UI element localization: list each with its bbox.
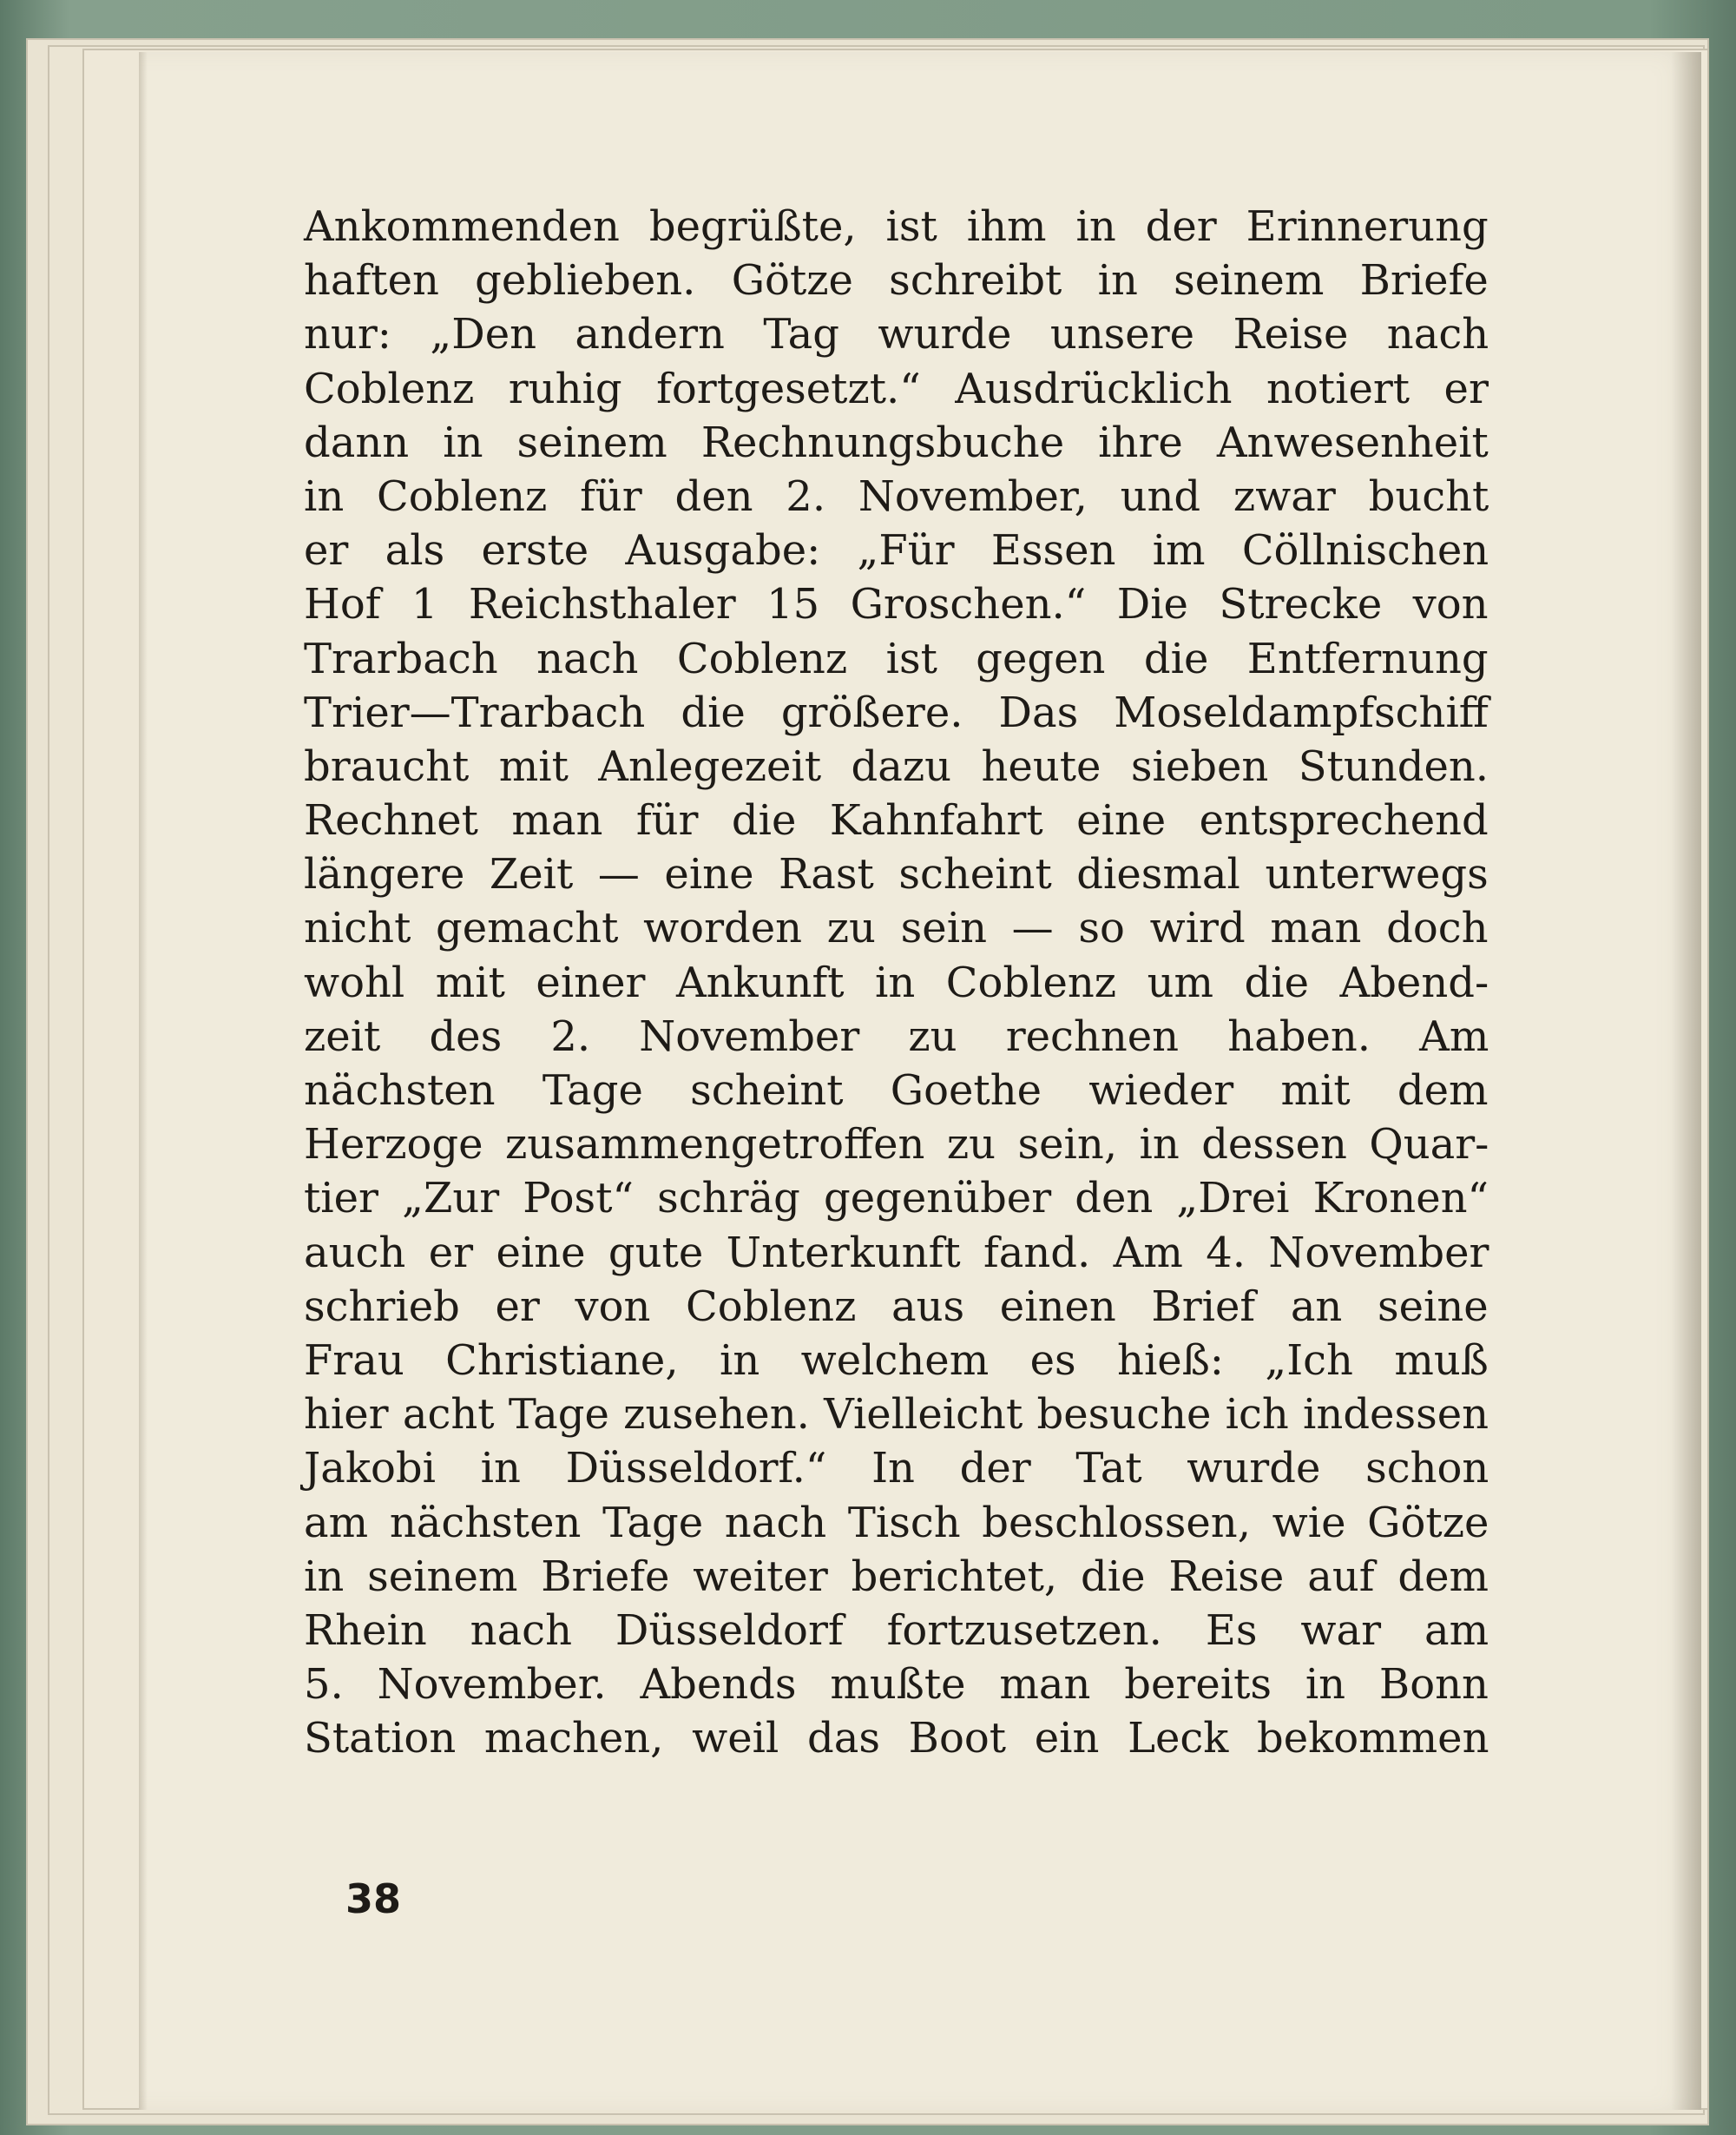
text-line: Trier—Trarbach die größere. Das Moseldampfschiff (304, 688, 1489, 737)
text-line: in Coblenz für den 2. November, und zwar bucht (304, 471, 1489, 521)
text-line: Jakobi in Düsseldorf.“ In der Tat wurde schon (304, 1444, 1489, 1493)
text-line: Hof 1 Reichsthaler 15 Groschen.“ Die Strecke von (304, 580, 1489, 629)
text-line: 5. November. Abends mußte man bereits in Bonn (304, 1660, 1489, 1710)
text-line: Rhein nach Düsseldorf fortzusetzen. Es war am (304, 1605, 1489, 1655)
text-line: braucht mit Anlegezeit dazu heute sieben Stunden. (304, 741, 1489, 791)
page-number: 38 (345, 1875, 402, 1922)
text-line: dann in seinem Rechnungsbuche ihre Anwesenheit (304, 418, 1489, 467)
text-line: wohl mit einer Ankunft in Coblenz um die Abend- (304, 958, 1489, 1007)
text-line: schrieb er von Coblenz aus einen Brief an seine (304, 1282, 1489, 1331)
text-line: haften geblieben. Götze schreibt in seinem Briefe (304, 256, 1489, 306)
body-text (304, 200, 1489, 1765)
page-gutter (1671, 52, 1701, 2110)
text-line: Ankommenden begrüßte, ist ihm in der Erinnerung (304, 202, 1489, 251)
text-line: Rechnet man für die Kahnfahrt eine entsprechend (304, 796, 1489, 846)
text-line: Trarbach nach Coblenz ist gegen die Entfernung (304, 634, 1489, 683)
text-line: in seinem Briefe weiter berichtet, die Reise auf dem (304, 1552, 1489, 1601)
text-line: am nächsten Tage nach Tisch beschlossen, wie Götze (304, 1498, 1489, 1547)
text-line: Herzoge zusammengetroffen zu sein, in dessen Quar- (304, 1120, 1489, 1170)
text-line: Coblenz ruhig fortgesetzt.“ Ausdrücklich notiert er (304, 364, 1489, 413)
text-line: nicht gemacht worden zu sein — so wird man doch (304, 904, 1489, 953)
text-line: Station machen, weil das Boot ein Leck bekommen (304, 1714, 1489, 1763)
text-line: längere Zeit — eine Rast scheint diesmal unterwegs (304, 850, 1489, 899)
text-line: er als erste Ausgabe: „Für Essen im Cöllnischen (304, 526, 1489, 576)
text-line: tier „Zur Post“ schräg gegenüber den „Drei Kronen“ (304, 1174, 1489, 1223)
text-line: nächsten Tage scheint Goethe wieder mit dem (304, 1066, 1489, 1115)
text-line: Frau Christiane, in welchem es hieß: „Ich muß (304, 1335, 1489, 1385)
text-line: auch er eine gute Unterkunft fand. Am 4. November (304, 1228, 1489, 1277)
text-line: zeit des 2. November zu rechnen haben. Am (304, 1011, 1489, 1061)
text-line: hier acht Tage zusehen. Vielleicht besuche ich indessen (304, 1390, 1489, 1440)
text-line: nur: „Den andern Tag wurde unsere Reise nach (304, 310, 1489, 359)
